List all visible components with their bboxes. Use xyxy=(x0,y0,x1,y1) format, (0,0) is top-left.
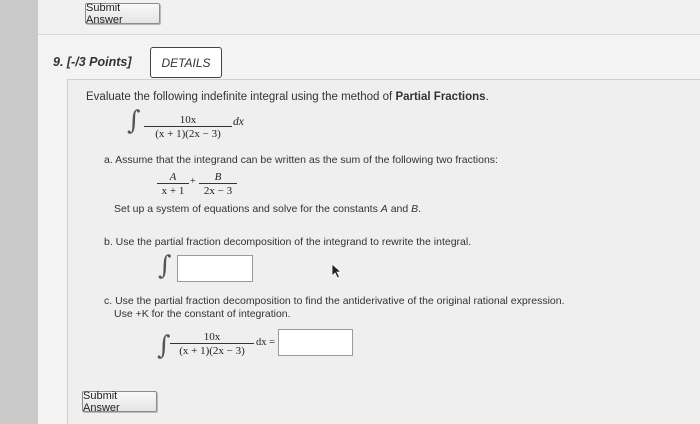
fraction-b-num: B xyxy=(214,171,222,183)
prompt-bold: Partial Fractions xyxy=(395,91,486,103)
integrand-denominator: (x + 1)(2x − 3) xyxy=(144,126,232,140)
var-a: A xyxy=(380,203,388,215)
integrand-fraction xyxy=(144,114,232,140)
part-b-text: b. Use the partial fraction decomposition of the integrand to rewrite the integral. xyxy=(104,236,472,248)
submit-answer-button-bottom[interactable]: Submit Answer xyxy=(82,391,157,412)
fraction-a-num: A xyxy=(169,171,177,183)
mouse-cursor-icon xyxy=(331,263,343,279)
question-prompt xyxy=(86,91,489,103)
integrand-numerator-c: 10x xyxy=(203,331,221,343)
part-a-setup xyxy=(114,203,421,215)
fraction-b-den: 2x − 3 xyxy=(199,183,237,197)
part-a-text: a. Assume that the integrand can be written as the sum of the following two fractions: xyxy=(104,154,498,166)
integrand-fraction-c xyxy=(170,331,254,357)
fraction-b xyxy=(199,171,237,197)
dx-equals-label: dx = xyxy=(256,337,276,348)
question-header: 9. [-/3 Points] xyxy=(53,55,132,69)
part-c-text2: Use +K for the constant of integration. xyxy=(114,308,291,320)
fraction-a xyxy=(157,171,189,197)
answer-input-c[interactable] xyxy=(278,329,353,356)
setup-period: . xyxy=(418,203,422,215)
setup-text: Set up a system of equations and solve for the constants xyxy=(114,203,378,215)
integral-sign: ∫ xyxy=(127,106,141,136)
prompt-end: . xyxy=(485,91,489,103)
integral-sign-c: ∫ xyxy=(157,331,171,361)
fraction-a-den: x + 1 xyxy=(157,183,189,197)
details-button[interactable]: DETAILS xyxy=(150,47,222,78)
part-c-text: c. Use the partial fraction decomposition to find the antiderivative of the original rational expression. xyxy=(104,295,565,307)
and-text: and xyxy=(390,203,409,215)
prompt-text: Evaluate the following indefinite integral using the method of xyxy=(86,91,393,103)
answer-input-b[interactable] xyxy=(177,255,253,282)
integrand-numerator: 10x xyxy=(179,114,197,126)
integrand-denominator-c: (x + 1)(2x − 3) xyxy=(170,343,254,357)
plus-sign: + xyxy=(190,176,196,187)
integral-sign-b: ∫ xyxy=(158,251,172,281)
submit-answer-button-top[interactable]: Submit Answer xyxy=(85,3,160,24)
var-b: B xyxy=(411,203,419,215)
dx-label: dx xyxy=(233,116,244,128)
